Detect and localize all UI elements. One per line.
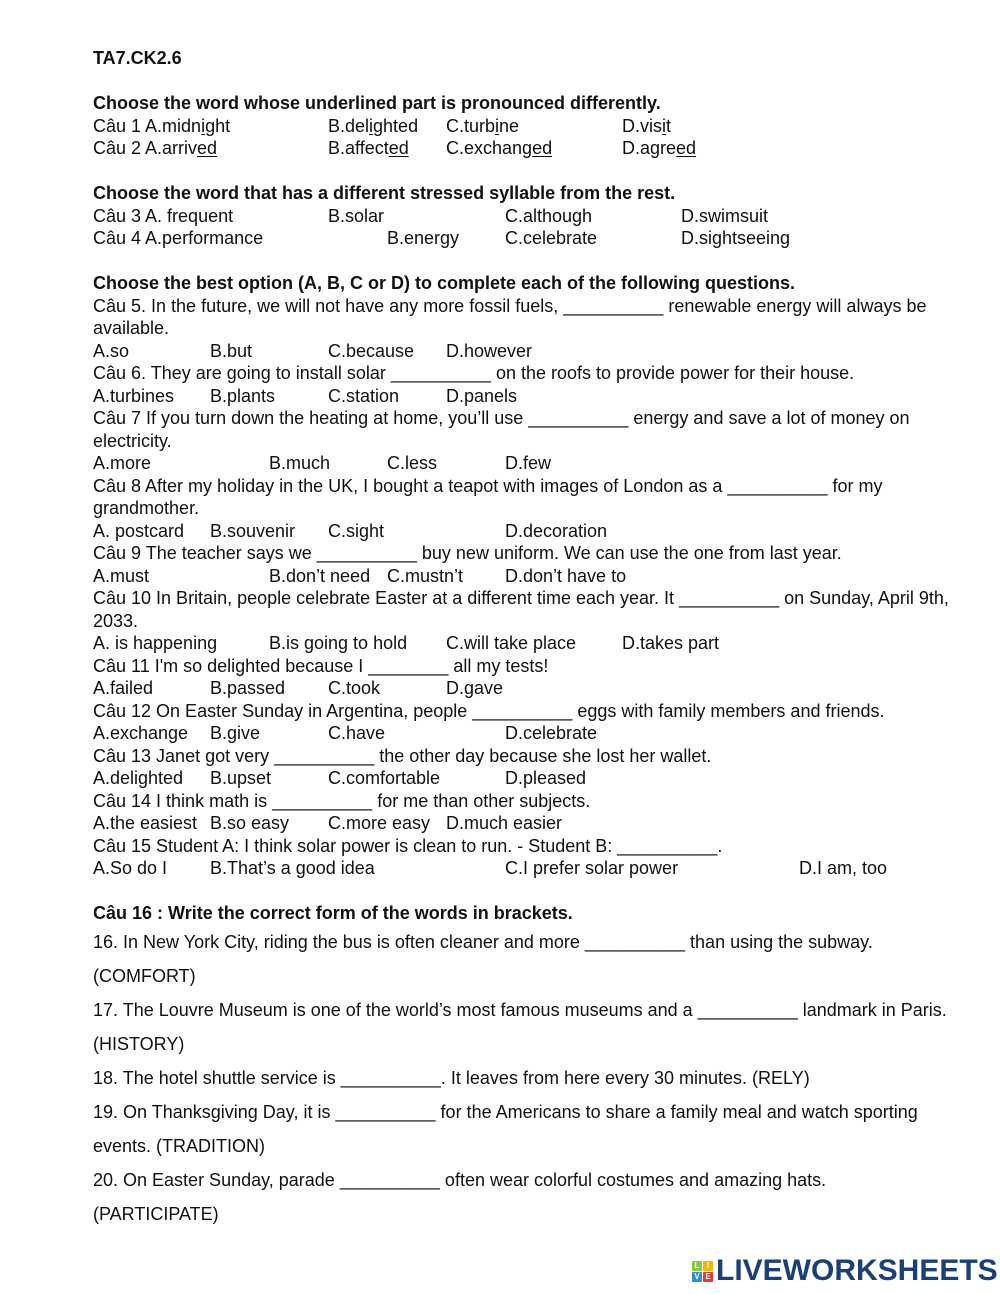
question-options (93, 677, 953, 700)
option-c: C.took (328, 678, 381, 698)
option-d: D.few (505, 453, 552, 473)
question-options (93, 565, 953, 588)
option-a: A.delighted (93, 768, 184, 788)
option-b: B.give (210, 723, 261, 743)
option-b: B.is going to hold (269, 633, 408, 653)
word-form-item: 19. On Thanksgiving Day, it is __________ for the Americans to share a family meal and watch sporting events. (TRADITION) (93, 1101, 918, 1156)
option-a: Câu 3 A. frequent (93, 205, 234, 226)
question-options (93, 452, 953, 475)
worksheet-title: TA7.CK2.6 (93, 48, 182, 68)
liveworksheets-logo (692, 1254, 998, 1288)
option-d: D.much easier (446, 813, 563, 833)
word-form-questions (93, 925, 953, 1231)
option-c: C.because (328, 340, 415, 361)
option-a: A.more (93, 453, 152, 473)
option-d: D.don’t have to (505, 565, 627, 586)
question-options (93, 340, 953, 363)
section1-heading: Choose the word whose underlined part is pronounced differently. (93, 93, 661, 113)
option-b: B.delighted (328, 115, 419, 136)
option-a: A.turbines (93, 385, 175, 406)
option-b: B.don’t need (269, 565, 371, 586)
section3-heading: Choose the best option (A, B, C or D) to complete each of the following questions. (93, 273, 796, 293)
question-text: Câu 7 If you turn down the heating at home, you’ll use __________ energy and save a lot of money on electricity. (93, 408, 910, 451)
word-form-item: 16. In New York City, riding the bus is often cleaner and more __________ than using the subway. (COMFORT) (93, 931, 873, 986)
option-d: D.sightseeing (681, 228, 791, 248)
question-options (93, 632, 953, 655)
option-b: B.energy (387, 228, 460, 248)
question-text: Câu 8 After my holiday in the UK, I bought a teapot with images of London as a __________ for my grandmother. (93, 475, 883, 518)
option-d: D.swimsuit (681, 205, 769, 226)
option-c: C.I prefer solar power (505, 858, 679, 878)
option-d: D.visit (622, 115, 672, 136)
option-c: C.less (387, 453, 438, 473)
option-c: C.although (505, 205, 593, 226)
logo-tiles-icon: L I V E (692, 1261, 713, 1282)
question-text: Câu 6. They are going to install solar __________ on the roofs to provide power for their house. (93, 363, 855, 383)
option-a: A.the easiest (93, 813, 198, 833)
logo-text: LIVEWORKSHEETS (716, 1254, 998, 1287)
question-text: Câu 14 I think math is __________ for me than other subjects. (93, 790, 591, 811)
option-c: C.turbine (446, 115, 520, 136)
option-a: A.exchange (93, 723, 189, 743)
option-a: A.must (93, 565, 150, 586)
section2-heading: Choose the word that has a different stressed syllable from the rest. (93, 183, 676, 203)
option-c: C.station (328, 385, 400, 406)
option-a: A.So do I (93, 858, 168, 878)
option-d: D.I am, too (799, 858, 888, 878)
question-text: Câu 9 The teacher says we __________ buy new uniform. We can use the one from last year. (93, 543, 842, 563)
option-a: A.so (93, 340, 130, 361)
option-a: Câu 4 A.performance (93, 228, 264, 248)
option-c: C.have (328, 723, 386, 743)
option-b: B.much (269, 453, 331, 473)
option-b: B.but (210, 340, 253, 361)
option-a: A.failed (93, 678, 154, 698)
question-text: Câu 10 In Britain, people celebrate Easter at a different time each year. It __________ on Sunday, April 9th, 2033. (93, 588, 949, 631)
question-2 (93, 137, 953, 160)
question-options (93, 767, 953, 790)
option-b: B.upset (210, 768, 272, 788)
question-text: Câu 15 Student A: I think solar power is clean to run. - Student B: __________. (93, 835, 723, 856)
option-c: C.comfortable (328, 768, 441, 788)
question-options (93, 520, 953, 543)
option-d: D.celebrate (505, 723, 598, 743)
section4-heading: Câu 16 : Write the correct form of the words in brackets. (93, 903, 573, 923)
option-a: Câu 2 A.arrived (93, 138, 218, 158)
option-b: B.so easy (210, 813, 290, 833)
worksheet (93, 47, 953, 1231)
multiple-choice-questions (93, 295, 953, 880)
option-d: D.agreed (622, 138, 697, 158)
question-text: Câu 5. In the future, we will not have any more fossil fuels, __________ renewable energy will always be available. (93, 295, 927, 338)
question-1 (93, 115, 953, 138)
option-a: Câu 1 A.midnight (93, 115, 231, 136)
question-3 (93, 205, 953, 228)
option-c: C.exchanged (446, 138, 553, 158)
word-form-item: 18. The hotel shuttle service is __________. It leaves from here every 30 minutes. (RELY) (93, 1067, 810, 1088)
option-c: C.will take place (446, 633, 577, 653)
option-b: B.souvenir (210, 520, 296, 541)
option-d: D.pleased (505, 768, 587, 788)
question-text: Câu 13 Janet got very __________ the other day because she lost her wallet. (93, 745, 712, 766)
option-b: B.solar (328, 205, 385, 226)
option-d: D.however (446, 340, 533, 361)
option-d: D.panels (446, 385, 518, 406)
question-text: Câu 12 On Easter Sunday in Argentina, people __________ eggs with family members and friends. (93, 700, 885, 721)
word-form-item: 20. On Easter Sunday, parade __________ often wear colorful costumes and amazing hats. (PARTICIPATE) (93, 1169, 827, 1224)
option-d: D.takes part (622, 633, 720, 653)
question-options (93, 812, 953, 835)
option-b: B.plants (210, 385, 276, 406)
question-options (93, 722, 953, 745)
option-a: A. is happening (93, 633, 218, 653)
option-c: C.sight (328, 520, 385, 541)
option-b: B.affected (328, 138, 409, 158)
option-b: B.passed (210, 678, 286, 698)
option-d: D.decoration (505, 520, 608, 541)
question-options (93, 857, 953, 880)
option-c: C.mustn’t (387, 565, 464, 586)
option-c: C.celebrate (505, 228, 598, 248)
option-c: C.more easy (328, 813, 431, 833)
question-text: Câu 11 I'm so delighted because I ________ all my tests! (93, 655, 549, 676)
option-a: A. postcard (93, 520, 185, 541)
question-4 (93, 227, 953, 250)
word-form-item: 17. The Louvre Museum is one of the world’s most famous museums and a __________ landmark in Paris. (HISTORY) (93, 999, 947, 1054)
option-d: D.gave (446, 678, 504, 698)
option-b: B.That’s a good idea (210, 858, 375, 878)
question-options (93, 385, 953, 408)
